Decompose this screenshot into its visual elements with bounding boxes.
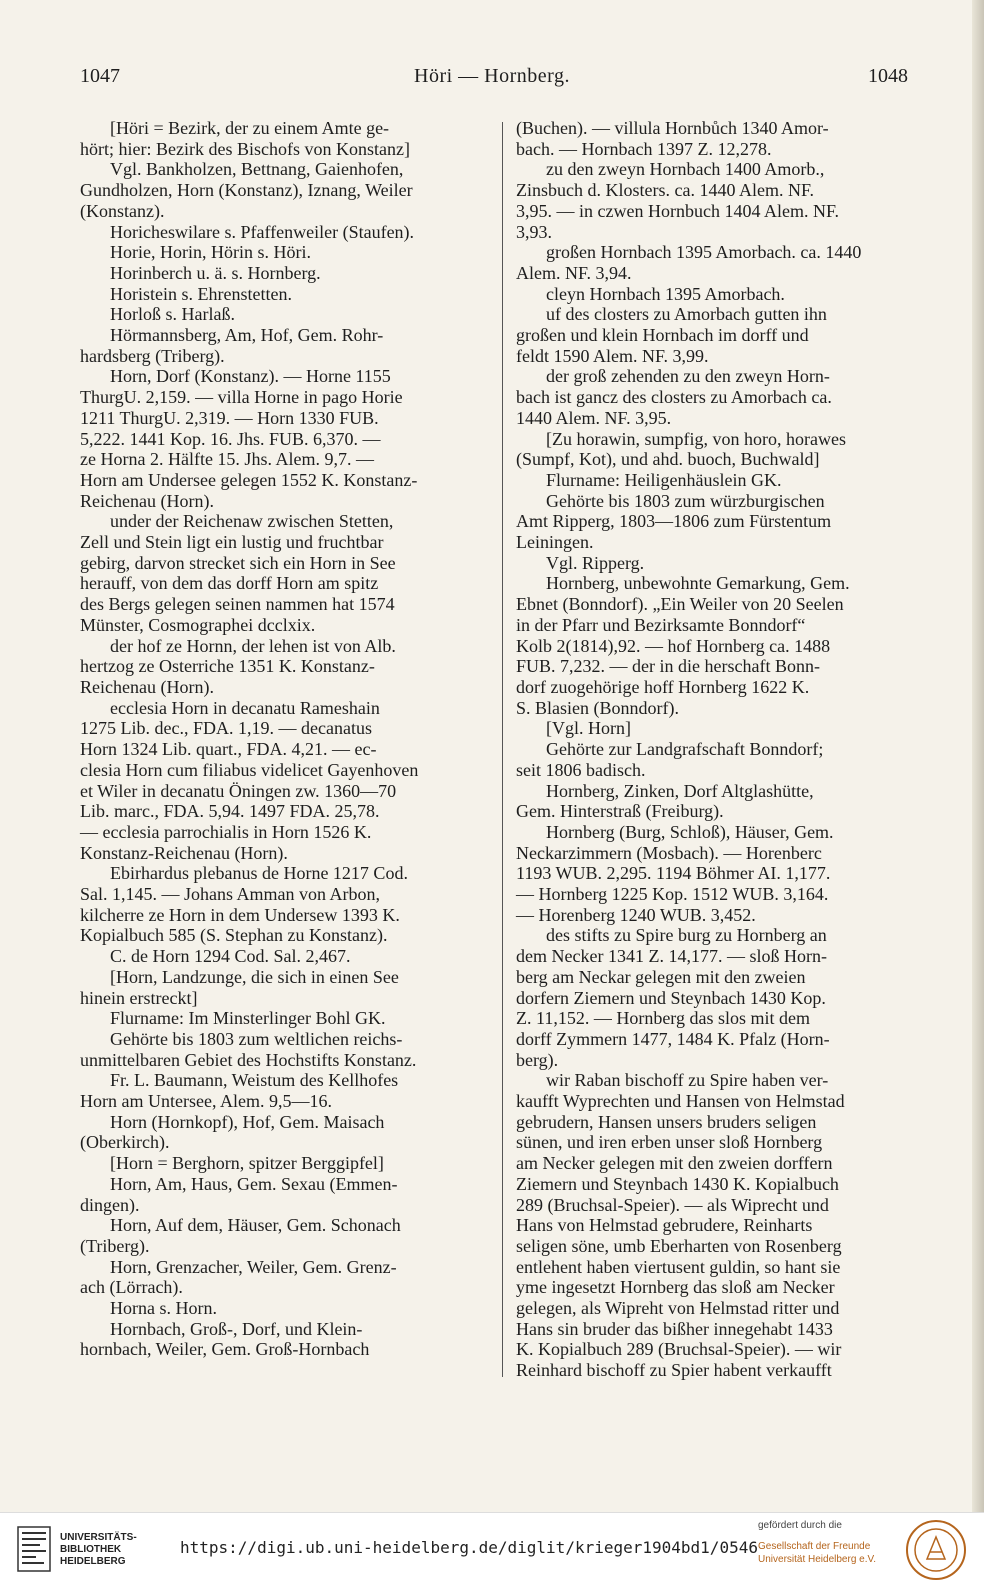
text-line: FUB. 7,232. — der in die herschaft Bonn- (516, 656, 820, 677)
text-line: (Buchen). — villula Hornbůch 1340 Amor- (516, 118, 829, 138)
text-line: Horn, Am, Haus, Gem. Sexau (Emmen- (110, 1173, 398, 1194)
text-line: des Bergs gelegen seinen nammen hat 1574 (80, 594, 395, 615)
text-line: Horloß s. Harlaß. (110, 304, 235, 325)
text-line: dorff Zymmern 1477, 1484 K. Pfalz (Horn- (516, 1028, 830, 1049)
text-line: Neckarzimmern (Mosbach). — Horenberc (516, 842, 822, 863)
text-line: ze Horna 2. Hälfte 15. Jhs. Alem. 9,7. — (80, 449, 374, 470)
text-line: (Sumpf, Kot), und ahd. buoch, Buchwald] (516, 449, 820, 470)
text-line: Reinhard bischoff zu Spier habent verkaufft (516, 1360, 832, 1381)
footer-bar (0, 1512, 984, 1587)
text-line: Horinberch u. ä. s. Hornberg. (110, 262, 321, 283)
university-library-logo-icon (16, 1523, 52, 1575)
text-line: Horn am Untersee, Alem. 9,5—16. (80, 1091, 332, 1112)
text-line: Horie, Horin, Hörin s. Höri. (110, 242, 311, 263)
text-line: großen und klein Hornbach im dorff und (516, 325, 809, 346)
text-line: Amt Ripperg, 1803—1806 zum Fürstentum (516, 511, 832, 532)
text-line: seit 1806 badisch. (516, 759, 646, 780)
text-line: hört; hier: Bezirk des Bischofs von Konstanz] (80, 138, 410, 159)
text-line: ach (Lörrach). (80, 1277, 183, 1298)
text-line: [Höri = Bezirk, der zu einem Amte ge- (110, 118, 390, 138)
uni-line-1: UNIVERSITÄTS- (60, 1532, 137, 1543)
text-line: berg). (516, 1049, 559, 1070)
text-line: Horn (Hornkopf), Hof, Gem. Maisach (110, 1111, 385, 1132)
text-line: Horna s. Horn. (110, 1298, 217, 1319)
text-line: Alem. NF. 3,94. (516, 262, 632, 283)
text-line: Horn, Grenzacher, Weiler, Gem. Grenz- (110, 1256, 397, 1277)
page-number-left: 1047 (80, 65, 120, 87)
permalink-url[interactable]: https://digi.ub.uni-heidelberg.de/diglit/krieger1904bd1/0546 (180, 1538, 758, 1557)
university-seal-icon (905, 1519, 967, 1581)
sponsor-line-1: Gesellschaft der Freunde (758, 1541, 871, 1552)
text-line: entlehent haben viertusent guldin, so hant sie (516, 1256, 841, 1277)
text-line: Hörmannsberg, Am, Hof, Gem. Rohr- (110, 325, 384, 346)
text-line: 3,93. (516, 221, 552, 242)
text-line: 3,95. — in czwen Hornbuch 1404 Alem. NF. (516, 200, 840, 221)
text-line: Gehörte zur Landgrafschaft Bonndorf; (546, 739, 824, 760)
text-line: Horn, Auf dem, Häuser, Gem. Schonach (110, 1215, 401, 1236)
text-line: Ebirhardus plebanus de Horne 1217 Cod. (110, 863, 408, 884)
text-line: Horistein s. Ehrenstetten. (110, 283, 292, 304)
text-line: dorfern Ziemern und Steynbach 1430 Kop. (516, 987, 826, 1008)
left-column (80, 118, 486, 1360)
text-line: herauff, von dem das dorff Horn am spitz (80, 573, 379, 594)
text-line: Hornberg (Burg, Schloß), Häuser, Gem. (546, 821, 834, 842)
text-line: sünen, und iren erben unser sloß Hornberg (516, 1132, 823, 1153)
text-line: Konstanz-Reichenau (Horn). (80, 842, 288, 863)
text-line: — ecclesia parrochialis in Horn 1526 K. (80, 821, 372, 842)
text-line: Zell und Stein ligt ein lustig und fruchtbar (80, 532, 384, 553)
text-line: under der Reichenaw zwischen Stetten, (110, 511, 394, 532)
text-line: [Horn = Berghorn, spitzer Berggipfel] (110, 1153, 384, 1174)
page-number-right: 1048 (868, 65, 908, 87)
text-line: Hornberg, unbewohnte Gemarkung, Gem. (546, 573, 850, 594)
text-line: dingen). (80, 1194, 140, 1215)
text-line: gebirg, darvon strecket sich ein Horn in See (80, 552, 396, 573)
text-line: clesia Horn cum filiabus videlicet Gayenhoven (80, 759, 419, 780)
text-line: 1440 Alem. NF. 3,95. (516, 407, 672, 428)
text-line: seligen söne, umb Eberharten von Rosenberg (516, 1235, 842, 1256)
text-line: Horicheswilare s. Pfaffenweiler (Staufen). (110, 221, 415, 242)
text-line: Hans von Helmstad gebrudere, Reinharts (516, 1215, 813, 1236)
text-line: Flurname: Im Minsterlinger Bohl GK. (110, 1008, 386, 1029)
text-line: in der Pfarr und Bezirksamte Bonndorf“ (516, 614, 806, 635)
text-line: Münster, Cosmographei dcclxix. (80, 614, 316, 635)
text-line: Hans sin bruder das bißher innegehabt 1433 (516, 1318, 833, 1339)
text-line: Reichenau (Horn). (80, 490, 214, 511)
text-line: Horn 1324 Lib. quart., FDA. 4,21. — ec- (80, 739, 377, 760)
text-line: Gehörte bis 1803 zum weltlichen reichs- (110, 1028, 403, 1049)
text-line: hinein erstreckt] (80, 987, 198, 1008)
text-line: hardsberg (Triberg). (80, 345, 225, 366)
text-line: [Zu horawin, sumpfig, von horo, horawes (546, 428, 846, 449)
text-line: wir Raban bischoff zu Spire haben ver- (546, 1070, 829, 1091)
text-line: gebrudern, Hansen unsers bruders seligen (516, 1111, 817, 1132)
text-line: 289 (Bruchsal-Speier). — als Wiprecht und (516, 1194, 829, 1215)
text-line: Zinsbuch d. Klosters. ca. 1440 Alem. NF. (516, 180, 815, 201)
text-line: Gem. Hinterstraß (Freiburg). (516, 801, 724, 822)
text-line: des stifts zu Spire burg zu Hornberg an (546, 925, 827, 946)
text-line: Z. 11,152. — Hornberg das slos mit dem (516, 1008, 810, 1029)
text-line: — Horenberg 1240 WUB. 3,452. (516, 904, 756, 925)
text-line: yme ingesetzt Hornberg das sloß am Necker (516, 1277, 835, 1298)
running-head: Höri — Hornberg. (414, 65, 570, 87)
text-line: (Oberkirch). (80, 1132, 170, 1153)
text-line: bach. — Hornbach 1397 Z. 12,278. (516, 138, 772, 159)
right-column (516, 118, 918, 1381)
text-line: kaufft Wyprechten und Hansen von Helmstad (516, 1091, 845, 1112)
text-line: Horn am Undersee gelegen 1552 K. Konstanz- (80, 469, 418, 490)
text-line: (Triberg). (80, 1235, 150, 1256)
text-line: Horn, Dorf (Konstanz). — Horne 1155 (110, 366, 391, 387)
text-line: cleyn Hornbach 1395 Amorbach. (546, 283, 785, 304)
text-line: am Necker gelegen mit den zweien dorffern (516, 1153, 833, 1174)
text-line: gelegen, als Wipreht von Helmstad ritter und (516, 1298, 840, 1319)
text-line: Vgl. Bankholzen, Bettnang, Gaienhofen, (110, 159, 404, 180)
text-line: et Wiler in decanatu Öningen zw. 1360—70 (80, 780, 397, 801)
text-line: Fr. L. Baumann, Weistum des Kellhofes (110, 1070, 399, 1091)
text-line: Lib. marc., FDA. 5,94. 1497 FDA. 25,78. (80, 801, 380, 822)
text-line: Ziemern und Steynbach 1430 K. Kopialbuch (516, 1173, 839, 1194)
text-line: S. Blasien (Bonndorf). (516, 697, 679, 718)
text-line: ThurgU. 2,159. — villa Horne in pago Horie (80, 387, 403, 408)
text-line: [Vgl. Horn] (546, 718, 631, 739)
column-divider (502, 122, 503, 1377)
text-line: C. de Horn 1294 Cod. Sal. 2,467. (110, 946, 351, 967)
text-line: kilcherre ze Horn in dem Undersew 1393 K. (80, 904, 400, 925)
text-line: Hornberg, Zinken, Dorf Altglashütte, (546, 780, 814, 801)
text-line: hertzog ze Osterriche 1351 K. Konstanz- (80, 656, 375, 677)
uni-line-2: BIBLIOTHEK (60, 1544, 122, 1555)
text-line: Flurname: Heiligenhäuslein GK. (546, 469, 782, 490)
text-line: großen Hornbach 1395 Amorbach. ca. 1440 (546, 242, 862, 263)
text-line: berg am Neckar gelegen mit den zweien (516, 966, 806, 987)
text-line: [Horn, Landzunge, die sich in einen See (110, 966, 399, 987)
text-line: K. Kopialbuch 289 (Bruchsal-Speier). — wir (516, 1339, 842, 1360)
text-line: ecclesia Horn in decanatu Rameshain (110, 697, 380, 718)
text-line: 1211 ThurgU. 2,319. — Horn 1330 FUB. (80, 407, 379, 428)
text-line: Kopialbuch 585 (S. Stephan zu Konstanz). (80, 925, 388, 946)
text-line: Sal. 1,145. — Johans Amman von Arbon, (80, 884, 380, 905)
text-line: uf des closters zu Amorbach gutten ihn (546, 304, 827, 325)
text-line: zu den zweyn Hornbach 1400 Amorb., (546, 159, 825, 180)
uni-line-3: HEIDELBERG (60, 1556, 126, 1567)
sponsor-name (758, 1540, 876, 1566)
text-line: Ebnet (Bonndorf). „Ein Weiler von 20 Seelen (516, 594, 844, 615)
text-line: Kolb 2(1814),92. — hof Hornberg ca. 1488 (516, 635, 831, 656)
text-line: unmittelbaren Gebiet des Hochstifts Konstanz. (80, 1049, 417, 1070)
university-library-name (60, 1532, 137, 1568)
sponsor-label: gefördert durch die (758, 1520, 842, 1531)
text-line: (Konstanz). (80, 200, 165, 221)
text-line: feldt 1590 Alem. NF. 3,99. (516, 345, 709, 366)
text-line: Vgl. Ripperg. (546, 552, 645, 573)
text-line: Reichenau (Horn). (80, 676, 214, 697)
page-edge (972, 0, 984, 1512)
text-line: 1193 WUB. 2,295. 1194 Böhmer AI. 1,177. (516, 863, 831, 884)
text-line: Gundholzen, Horn (Konstanz), Iznang, Weiler (80, 180, 413, 201)
text-line: bach ist gancz des closters zu Amorbach ca. (516, 387, 832, 408)
text-line: dem Necker 1341 Z. 14,177. — sloß Horn- (516, 946, 827, 967)
text-line: der hof ze Hornn, der lehen ist von Alb. (110, 635, 396, 656)
text-line: Leiningen. (516, 532, 594, 553)
text-line: 5,222. 1441 Kop. 16. Jhs. FUB. 6,370. — (80, 428, 381, 449)
text-line: — Hornberg 1225 Kop. 1512 WUB. 3,164. (516, 884, 829, 905)
text-line: dorf zuogehörige hoff Hornberg 1622 K. (516, 676, 810, 697)
text-line: Gehörte bis 1803 zum würzburgischen (546, 490, 825, 511)
text-line: 1275 Lib. dec., FDA. 1,19. — decanatus (80, 718, 372, 739)
text-line: hornbach, Weiler, Gem. Groß-Hornbach (80, 1339, 370, 1360)
sponsor-line-2: Universität Heidelberg e.V. (758, 1554, 877, 1565)
text-line: der groß zehenden zu den zweyn Horn- (546, 366, 830, 387)
text-line: Hornbach, Groß-, Dorf, und Klein- (110, 1318, 363, 1339)
